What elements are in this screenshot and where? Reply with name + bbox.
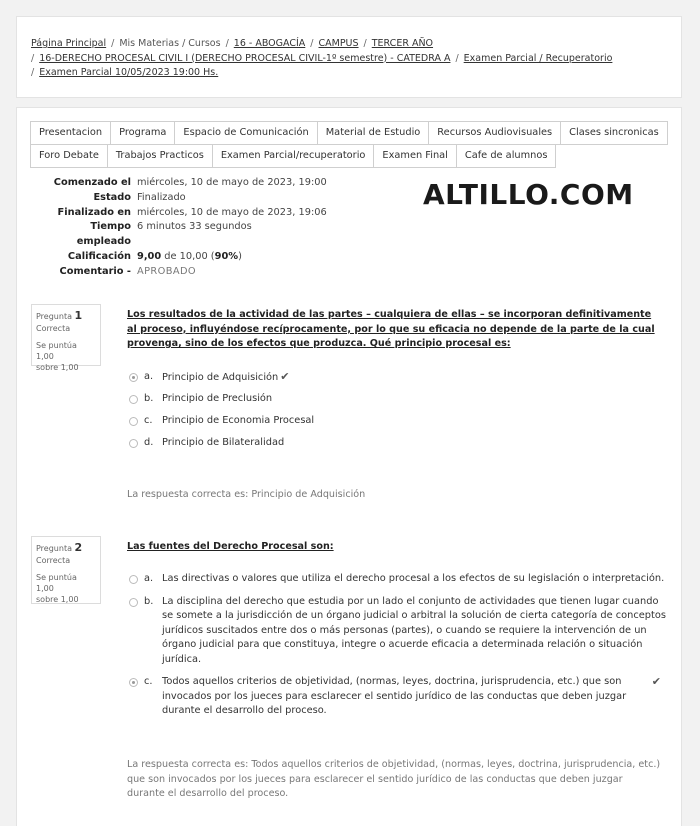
check-icon: ✔ [280, 370, 290, 383]
comment-value: APROBADO [137, 265, 197, 277]
breadcrumb-separator: / [31, 52, 35, 64]
tab-clases-sincronicas[interactable]: Clases sincronicas [560, 121, 668, 145]
question-1-right-answer: La respuesta correcta es: Principio de Adquisición [127, 489, 366, 500]
breadcrumb-faculty[interactable]: 16 - ABOGACÍA [233, 38, 306, 49]
breadcrumb [16, 16, 682, 98]
radio-icon[interactable] [129, 395, 138, 404]
breadcrumb-separator: / [225, 38, 229, 49]
answer-option[interactable]: c. Principio de Economia Procesal [129, 414, 669, 436]
grade-value: 9,00 de 10,00 (90%) [137, 250, 242, 262]
tab-recursos-audiovisuales[interactable]: Recursos Audiovisuales [428, 121, 561, 145]
radio-icon[interactable] [129, 575, 138, 584]
question-1-answers [129, 370, 669, 458]
breadcrumb-separator: / [310, 38, 314, 49]
breadcrumb-course[interactable]: 16-DERECHO PROCESAL CIVIL I (DERECHO PROCESAL CIVIL-1º semestre) - CATEDRA A [39, 52, 451, 64]
question-number: 2 [74, 541, 83, 554]
tab-cafe-alumnos[interactable]: Cafe de alumnos [456, 144, 557, 168]
question-grade: Se puntúa 1,00 sobre 1,00 [36, 573, 79, 604]
breadcrumb-exam[interactable]: Examen Parcial 10/05/2023 19:00 Hs. [39, 67, 219, 78]
question-status: Correcta [36, 556, 71, 565]
question-2-answers [129, 572, 669, 719]
grade-label: Calificación [67, 250, 131, 262]
question-2-text: Las fuentes del Derecho Procesal son: [127, 541, 334, 552]
state-value: Finalizado [137, 191, 186, 203]
altillo-logo: ALTILLO.COM [423, 178, 634, 211]
question-label: Pregunta [36, 312, 72, 321]
question-2-info [31, 536, 101, 604]
radio-selected-icon[interactable] [129, 678, 138, 687]
tab-row-1 [30, 121, 670, 144]
breadcrumb-year[interactable]: TERCER AÑO [371, 38, 434, 49]
tab-material-estudio[interactable]: Material de Estudio [317, 121, 430, 145]
attempt-summary [33, 176, 333, 280]
answer-option[interactable]: c. Todos aquellos criterios de objetividad, (normas, leyes, doctrina, jurisprudencia, etc.) que son invocados por los jueces para esclarecer el sentido jurídico de las conductas que deben juzgar durante el desarrollo del proceso. ✔ [129, 675, 669, 719]
answer-option[interactable]: b. Principio de Preclusión [129, 392, 669, 414]
state-label: Estado [93, 191, 131, 203]
breadcrumb-separator: / [455, 52, 459, 64]
check-icon: ✔ [651, 675, 661, 688]
answer-option[interactable]: d. Principio de Bilateralidad [129, 436, 669, 458]
tab-programa[interactable]: Programa [110, 121, 175, 145]
tab-row-2 [30, 144, 670, 167]
quiz-review-card [16, 107, 682, 826]
tab-examen-parcial[interactable]: Examen Parcial/recuperatorio [212, 144, 375, 168]
radio-icon[interactable] [129, 439, 138, 448]
radio-icon[interactable] [129, 417, 138, 426]
breadcrumb-section[interactable]: Examen Parcial / Recuperatorio [463, 52, 613, 64]
tab-foro-debate[interactable]: Foro Debate [30, 144, 108, 168]
course-tabs [30, 121, 670, 167]
started-label: Comenzado el [53, 177, 131, 188]
breadcrumb-home[interactable]: Página Principal [31, 38, 107, 49]
question-label: Pregunta [36, 544, 72, 553]
tab-presentacion[interactable]: Presentacion [30, 121, 111, 145]
answer-option[interactable]: a. Las directivas o valores que utiliza el derecho procesal a los efectos de su legislación o interpretación. [129, 572, 669, 587]
radio-selected-icon[interactable] [129, 373, 138, 382]
time-value: 6 minutos 33 segundos [137, 221, 252, 233]
question-grade: Se puntúa 1,00 sobre 1,00 [36, 341, 79, 372]
radio-icon[interactable] [129, 598, 138, 607]
breadcrumb-separator: / [363, 38, 367, 49]
breadcrumb-courses[interactable]: Mis Materias / Cursos [119, 38, 221, 49]
answer-option[interactable]: b. La disciplina del derecho que estudia por un lado el conjunto de actividades que tienen lugar cuando se somete a la jurisdicción de un órgano judicial o arbitral la solución de cierta categoría de conceptos jurídicos suscitados entre dos o más personas (partes), o cuando se requiere la intervención de un órgano judicial para que constituya, integre o acuerde eficacia a determinada relación o situación jurídica. [129, 595, 669, 668]
answer-option[interactable]: a. Principio de Adquisición ✔ [129, 370, 669, 392]
breadcrumb-separator: / [111, 38, 115, 49]
question-number: 1 [74, 309, 83, 322]
finished-value: miércoles, 10 de mayo de 2023, 19:06 [137, 206, 327, 218]
tab-trabajos-practicos[interactable]: Trabajos Practicos [107, 144, 213, 168]
comment-label: Comentario - [59, 265, 131, 277]
breadcrumb-campus[interactable]: CAMPUS [318, 38, 359, 49]
time-label: Tiempo empleado [76, 221, 131, 248]
finished-label: Finalizado en [57, 206, 131, 218]
breadcrumb-separator: / [31, 67, 35, 78]
tab-examen-final[interactable]: Examen Final [373, 144, 456, 168]
question-status: Correcta [36, 324, 71, 333]
question-1-text: Los resultados de la actividad de las partes – cualquiera de ellas – se incorporan definitivamente al proceso, influyéndose recíprocamente, por lo que su eficacia no depende de la parte de la cual provenga, sino de los efectos que produzca. Qué principio procesal es: [127, 309, 655, 349]
question-1-info [31, 304, 101, 372]
started-value: miércoles, 10 de mayo de 2023, 19:00 [137, 177, 327, 188]
tab-espacio-comunicacion[interactable]: Espacio de Comunicación [174, 121, 317, 145]
question-2-right-answer: La respuesta correcta es: Todos aquellos criterios de objetividad, (normas, leyes, doctrina, jurisprudencia, etc.) que son invocados por los jueces para esclarecer el sentido jurídico de las conductas que deben juzgar durante el desarrollo del proceso. [127, 759, 661, 799]
